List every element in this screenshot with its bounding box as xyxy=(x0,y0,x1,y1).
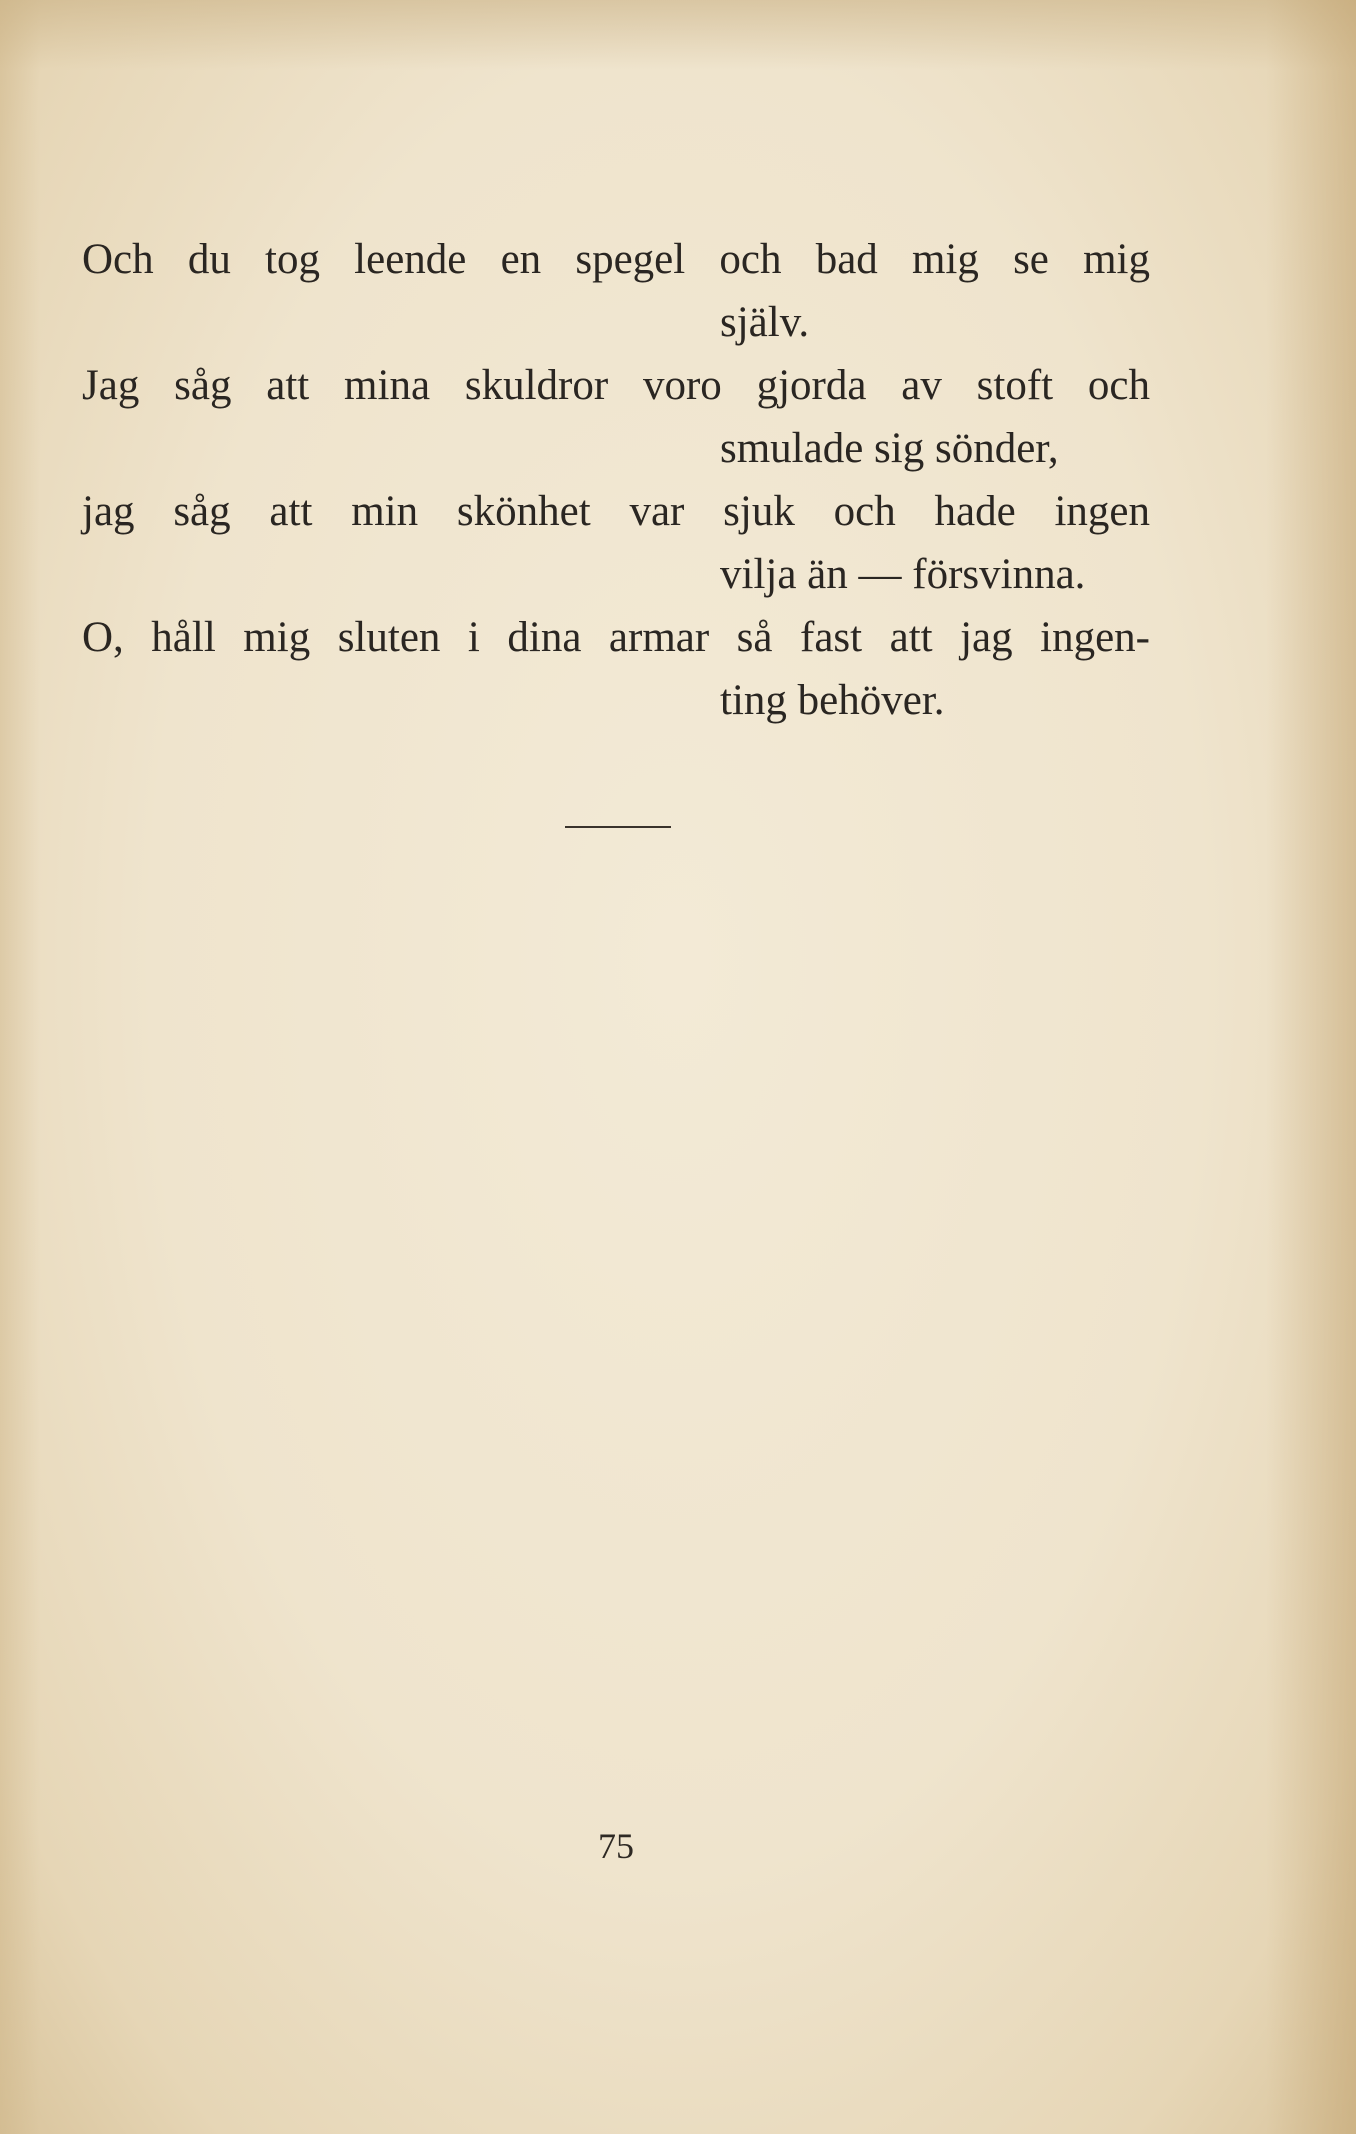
poem-line: Och du tog leende en spegel och bad mig se mig xyxy=(82,236,1150,283)
section-divider xyxy=(565,826,671,828)
page-number: 75 xyxy=(598,1826,634,1866)
poem-line-continuation: själv. xyxy=(720,299,810,346)
poem-line-continuation: ting behöver. xyxy=(720,677,945,724)
poem-line: Jag såg att mina skuldror voro gjorda av stoft och xyxy=(82,362,1150,409)
poem-line: O, håll mig sluten i dina armar så fast att jag ingen- xyxy=(82,614,1150,661)
poem-line-continuation: smulade sig sönder, xyxy=(720,425,1059,472)
poem-text xyxy=(82,228,1150,732)
poem-line: jag såg att min skönhet var sjuk och hade ingen xyxy=(82,488,1150,535)
page-edge-shading-top xyxy=(0,0,1356,70)
poem-line-continuation: vilja än — försvinna. xyxy=(720,551,1086,598)
page-edge-shading-left xyxy=(0,0,40,2134)
page-edge-shading-right xyxy=(1266,0,1356,2134)
